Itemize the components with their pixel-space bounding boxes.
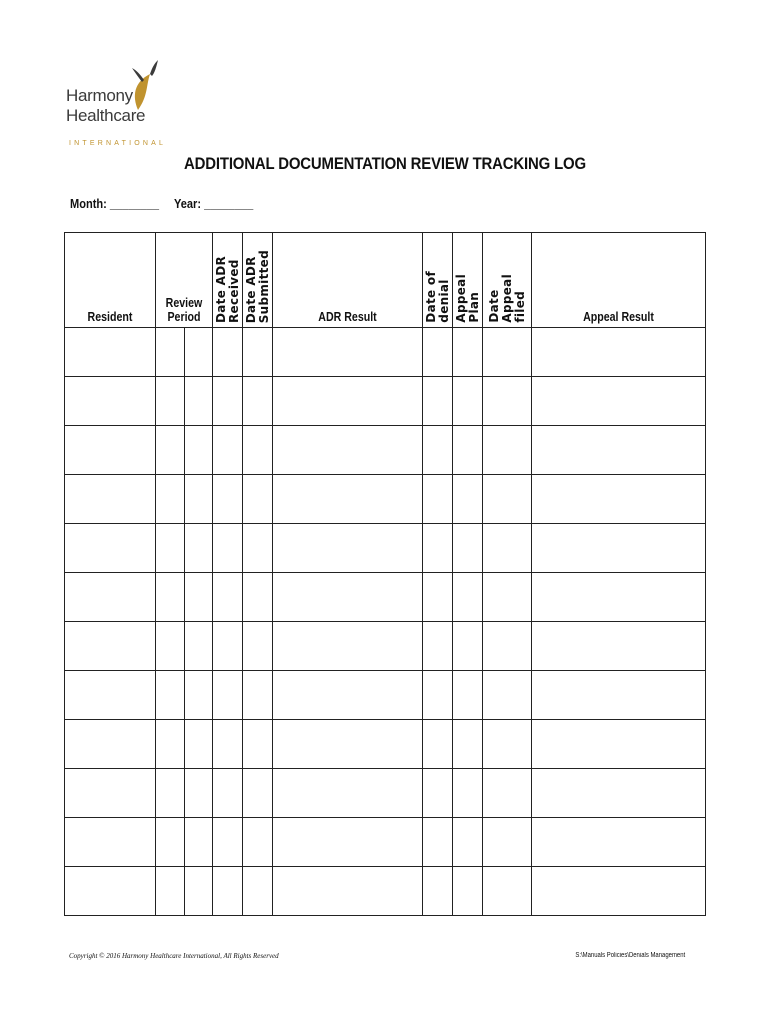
cell-review-period-b[interactable] [185,720,213,769]
cell-review-period-a[interactable] [156,377,185,426]
cell-appeal-result[interactable] [532,426,706,475]
header-date-adr-received: Date ADR Received [213,233,243,328]
cell-appeal-result[interactable] [532,818,706,867]
cell-appeal-plan[interactable] [453,622,483,671]
cell-date-adr-submitted[interactable] [243,377,273,426]
cell-appeal-plan[interactable] [453,377,483,426]
cell-appeal-result[interactable] [532,867,706,916]
cell-date-adr-submitted[interactable] [243,573,273,622]
cell-appeal-result[interactable] [532,769,706,818]
header-appeal-result: Appeal Result [532,233,706,328]
tracking-log-table [64,232,706,916]
cell-appeal-plan[interactable] [453,769,483,818]
cell-review-period-b[interactable] [185,573,213,622]
cell-review-period-a[interactable] [156,622,185,671]
header-date-appeal-filed: Date Appeal filed [483,233,532,328]
cell-adr-result[interactable] [273,671,423,720]
page-title: ADDITIONAL DOCUMENTATION REVIEW TRACKING LOG [184,154,586,173]
cell-date-adr-received[interactable] [213,671,243,720]
cell-date-adr-submitted[interactable] [243,818,273,867]
cell-review-period-b[interactable] [185,426,213,475]
cell-date-appeal-filed[interactable] [483,573,532,622]
cell-date-adr-received[interactable] [213,524,243,573]
cell-date-appeal-filed[interactable] [483,671,532,720]
cell-review-period-a[interactable] [156,818,185,867]
cell-adr-result[interactable] [273,573,423,622]
cell-appeal-plan[interactable] [453,475,483,524]
cell-date-adr-received[interactable] [213,377,243,426]
cell-review-period-a[interactable] [156,867,185,916]
cell-date-of-denial[interactable] [423,671,453,720]
table-row [65,867,706,916]
cell-review-period-a[interactable] [156,573,185,622]
cell-resident[interactable] [65,475,156,524]
cell-appeal-plan[interactable] [453,671,483,720]
cell-review-period-b[interactable] [185,671,213,720]
cell-date-adr-received[interactable] [213,867,243,916]
cell-date-of-denial[interactable] [423,573,453,622]
cell-review-period-b[interactable] [185,524,213,573]
cell-resident[interactable] [65,328,156,377]
table-header-row [65,233,706,328]
cell-review-period-a[interactable] [156,328,185,377]
cell-appeal-plan[interactable] [453,573,483,622]
cell-date-of-denial[interactable] [423,426,453,475]
cell-date-adr-submitted[interactable] [243,720,273,769]
cell-review-period-b[interactable] [185,818,213,867]
cell-date-adr-received[interactable] [213,573,243,622]
cell-date-adr-submitted[interactable] [243,622,273,671]
cell-adr-result[interactable] [273,377,423,426]
cell-date-adr-submitted[interactable] [243,328,273,377]
cell-date-adr-received[interactable] [213,426,243,475]
cell-date-of-denial[interactable] [423,769,453,818]
year-field[interactable]: Year: ________ [174,196,254,211]
table-row [65,720,706,769]
cell-adr-result[interactable] [273,867,423,916]
cell-appeal-plan[interactable] [453,720,483,769]
cell-review-period-b[interactable] [185,867,213,916]
table-row [65,622,706,671]
cell-adr-result[interactable] [273,475,423,524]
file-path-text: S:\Manuals Policies\Denials Management [575,952,685,959]
header-resident: Resident [65,233,156,328]
cell-review-period-b[interactable] [185,475,213,524]
cell-date-appeal-filed[interactable] [483,426,532,475]
cell-resident[interactable] [65,720,156,769]
cell-appeal-plan[interactable] [453,328,483,377]
cell-review-period-b[interactable] [185,377,213,426]
cell-date-adr-submitted[interactable] [243,475,273,524]
cell-date-adr-received[interactable] [213,818,243,867]
cell-adr-result[interactable] [273,818,423,867]
cell-date-appeal-filed[interactable] [483,524,532,573]
header-date-adr-submitted: Date ADR Submitted [243,233,273,328]
cell-adr-result[interactable] [273,524,423,573]
table-row [65,818,706,867]
cell-appeal-result[interactable] [532,475,706,524]
cell-date-of-denial[interactable] [423,867,453,916]
cell-date-appeal-filed[interactable] [483,328,532,377]
cell-resident[interactable] [65,573,156,622]
header-appeal-plan: Appeal Plan [453,233,483,328]
cell-appeal-result[interactable] [532,622,706,671]
cell-date-of-denial[interactable] [423,622,453,671]
table-row [65,475,706,524]
cell-review-period-a[interactable] [156,720,185,769]
cell-review-period-b[interactable] [185,769,213,818]
cell-date-adr-submitted[interactable] [243,671,273,720]
cell-adr-result[interactable] [273,426,423,475]
cell-date-of-denial[interactable] [423,524,453,573]
cell-review-period-a[interactable] [156,524,185,573]
cell-resident[interactable] [65,426,156,475]
cell-date-appeal-filed[interactable] [483,720,532,769]
cell-date-of-denial[interactable] [423,720,453,769]
cell-appeal-plan[interactable] [453,867,483,916]
cell-date-appeal-filed[interactable] [483,818,532,867]
cell-resident[interactable] [65,818,156,867]
company-logo [66,60,166,155]
cell-date-adr-received[interactable] [213,720,243,769]
logo-line-1: Harmony [66,86,133,105]
cell-date-appeal-filed[interactable] [483,867,532,916]
cell-resident[interactable] [65,867,156,916]
cell-date-appeal-filed[interactable] [483,377,532,426]
cell-review-period-a[interactable] [156,671,185,720]
cell-adr-result[interactable] [273,769,423,818]
cell-date-adr-submitted[interactable] [243,426,273,475]
table-row [65,769,706,818]
cell-adr-result[interactable] [273,720,423,769]
cell-appeal-result[interactable] [532,328,706,377]
table-row [65,328,706,377]
cell-resident[interactable] [65,377,156,426]
cell-date-adr-received[interactable] [213,475,243,524]
cell-appeal-result[interactable] [532,377,706,426]
cell-appeal-plan[interactable] [453,524,483,573]
cell-date-adr-received[interactable] [213,769,243,818]
cell-appeal-plan[interactable] [453,426,483,475]
cell-adr-result[interactable] [273,622,423,671]
cell-date-of-denial[interactable] [423,818,453,867]
cell-date-adr-submitted[interactable] [243,867,273,916]
cell-resident[interactable] [65,671,156,720]
cell-date-adr-received[interactable] [213,328,243,377]
header-review-period: Review Period [156,233,213,328]
table-row [65,524,706,573]
cell-appeal-result[interactable] [532,573,706,622]
cell-date-appeal-filed[interactable] [483,769,532,818]
cell-appeal-result[interactable] [532,524,706,573]
cell-appeal-result[interactable] [532,671,706,720]
copyright-text: Copyright © 2016 Harmony Healthcare International, All Rights Reserved [69,952,279,960]
cell-date-appeal-filed[interactable] [483,475,532,524]
cell-review-period-a[interactable] [156,426,185,475]
cell-review-period-a[interactable] [156,769,185,818]
cell-review-period-b[interactable] [185,328,213,377]
logo-line-3: INTERNATIONAL [69,140,167,147]
cell-resident[interactable] [65,622,156,671]
cell-date-of-denial[interactable] [423,328,453,377]
cell-date-adr-submitted[interactable] [243,769,273,818]
cell-resident[interactable] [65,769,156,818]
cell-review-period-a[interactable] [156,475,185,524]
header-date-of-denial: Date of denial [423,233,453,328]
table-row [65,377,706,426]
table-row [65,573,706,622]
cell-date-adr-submitted[interactable] [243,524,273,573]
cell-review-period-b[interactable] [185,622,213,671]
logo-wordmark [66,86,145,126]
cell-resident[interactable] [65,524,156,573]
cell-date-of-denial[interactable] [423,475,453,524]
cell-appeal-plan[interactable] [453,818,483,867]
table-row [65,426,706,475]
cell-date-of-denial[interactable] [423,377,453,426]
cell-appeal-result[interactable] [532,720,706,769]
logo-line-2: Healthcare [66,106,146,125]
header-adr-result: ADR Result [273,233,423,328]
cell-adr-result[interactable] [273,328,423,377]
table-row [65,671,706,720]
cell-date-appeal-filed[interactable] [483,622,532,671]
month-field[interactable]: Month: ________ [70,196,160,211]
cell-date-adr-received[interactable] [213,622,243,671]
